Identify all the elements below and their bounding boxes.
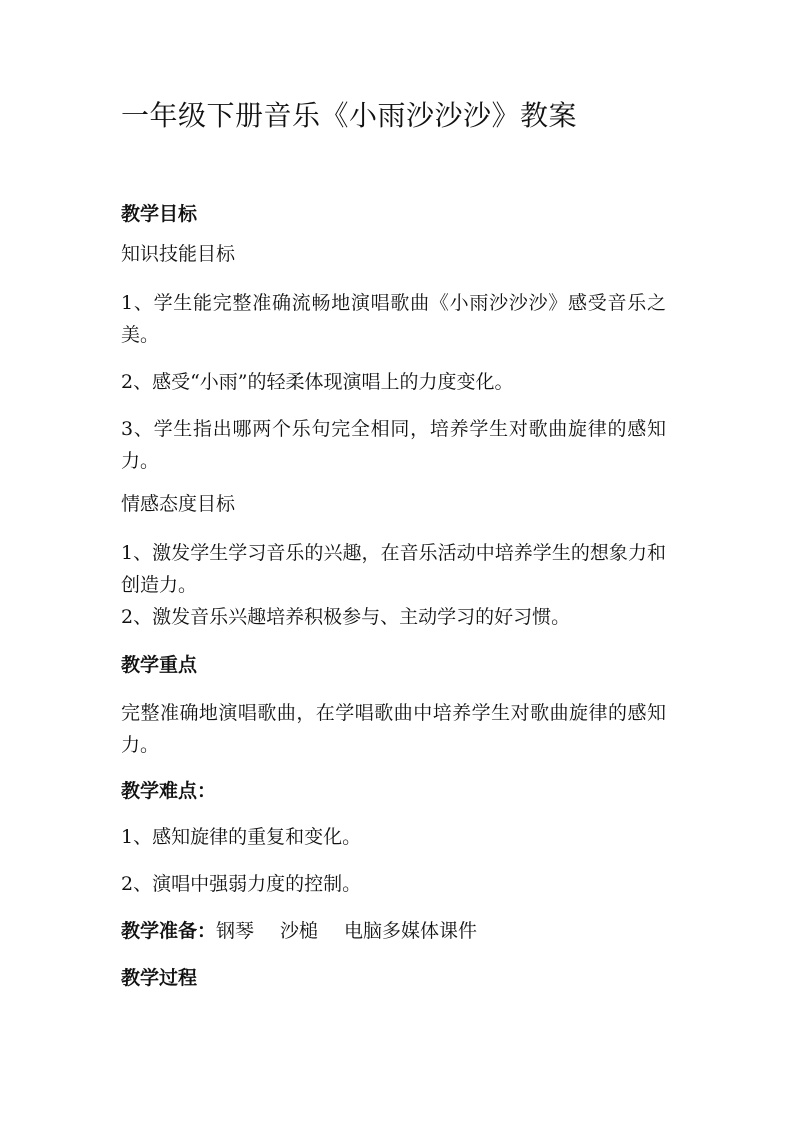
difficulty-item-1: 1、感知旋律的重复和变化。 — [121, 826, 362, 848]
knowledge-item-3: 3、学生指出哪两个乐句完全相同，培养学生对歌曲旋律的感知力。 — [121, 418, 666, 472]
preparation-label: 教学准备： — [121, 920, 217, 942]
knowledge-item-1: 1、学生能完整准确流畅地演唱歌曲《小雨沙沙沙》感受音乐之美。 — [121, 292, 666, 346]
process-heading: 教学过程 — [121, 967, 198, 989]
page-title: 一年级下册音乐《小雨沙沙沙》教案 — [121, 99, 578, 132]
key-points-heading: 教学重点 — [121, 654, 198, 676]
emotion-item-1: 1、激发学生学习音乐的兴趣，在音乐活动中培养学生的想象力和创造力。 — [121, 542, 666, 596]
difficulties-heading: 教学难点： — [121, 780, 217, 802]
key-points-text: 完整准确地演唱歌曲，在学唱歌曲中培养学生对歌曲旋律的感知力。 — [121, 702, 666, 756]
emotion-item-2: 2、激发音乐兴趣培养积极参与、主动学习的好习惯。 — [121, 606, 571, 628]
emotion-subheading: 情感态度目标 — [121, 493, 236, 515]
preparation-item-multimedia: 电脑多媒体课件 — [344, 920, 478, 942]
knowledge-subheading: 知识技能目标 — [121, 243, 236, 265]
preparation-item-shaker: 沙槌 — [280, 920, 319, 942]
knowledge-item-2: 2、感受“小雨”的轻柔体现演唱上的力度变化。 — [121, 371, 514, 393]
objectives-heading: 教学目标 — [121, 203, 198, 225]
preparation-item-piano: 钢琴 — [216, 920, 255, 942]
difficulty-item-2: 2、演唱中强弱力度的控制。 — [121, 873, 362, 895]
preparation-line — [121, 915, 666, 947]
